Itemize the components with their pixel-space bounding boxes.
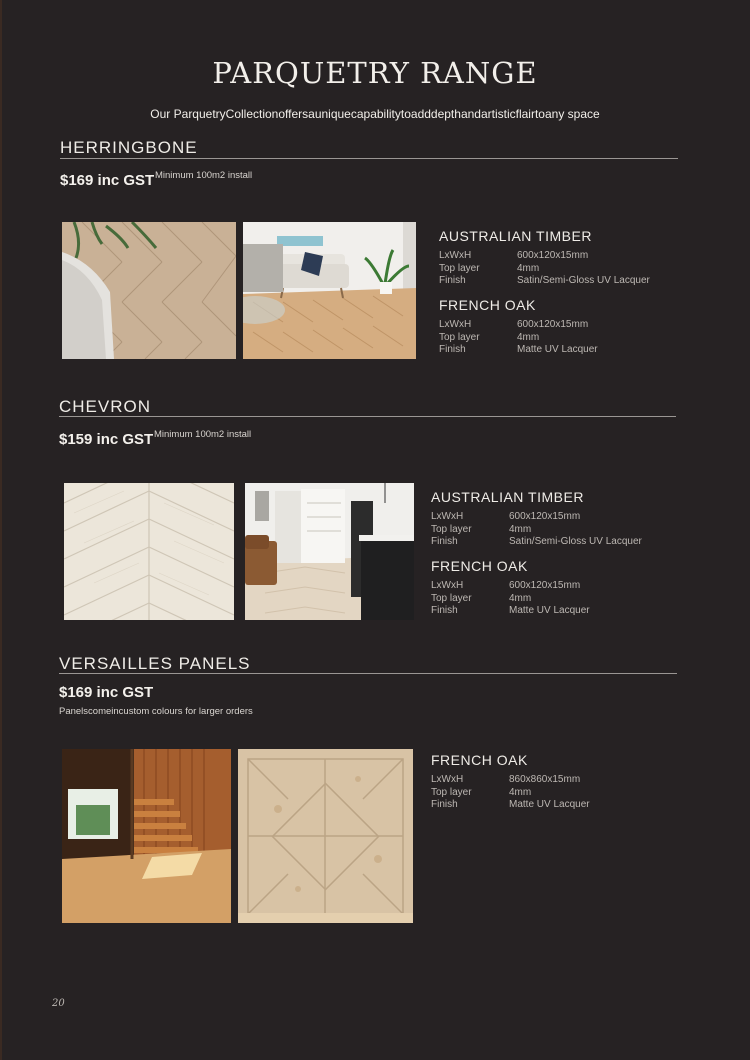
herringbone-closeup-photo (62, 222, 236, 359)
chevron-closeup-photo (64, 483, 234, 620)
versailles-staircase-photo (62, 749, 231, 923)
spec-row-top-layer (431, 524, 691, 537)
versailles-panel-photo (238, 749, 413, 923)
spec-label: Finish (439, 344, 466, 355)
spec-row-finish (431, 605, 691, 618)
spec-value: 600x120x15mm (509, 580, 581, 591)
herringbone-spec-australian-timber (439, 228, 699, 288)
spec-value: 4mm (517, 262, 540, 274)
spec-row-size (431, 774, 691, 787)
spec-row-size (439, 319, 699, 332)
spec-row-finish (431, 536, 691, 549)
spec-value: 600x120x15mm (509, 511, 581, 522)
spec-label: Top layer (439, 331, 480, 343)
spec-value: 4mm (509, 523, 532, 535)
spec-row-top-layer (439, 263, 699, 276)
spec-row-top-layer (431, 787, 691, 800)
chevron-kitchen-photo (245, 483, 414, 620)
spec-row-size (431, 511, 691, 524)
spec-label: Top layer (439, 262, 480, 274)
spec-value: 860x860x15mm (509, 774, 581, 785)
spec-value: Matte UV Lacquer (509, 605, 590, 616)
spec-label: LxWxH (439, 319, 472, 330)
section-title-versailles: VERSAILLES PANELS (59, 654, 251, 673)
spec-title: FRENCH OAK (431, 558, 528, 574)
spec-label: Finish (439, 275, 466, 286)
section-title-herringbone: HERRINGBONE (60, 138, 198, 157)
section-rule (60, 158, 678, 159)
spec-label: Top layer (431, 523, 472, 535)
versailles-spec-french-oak (431, 752, 691, 812)
spec-row-finish (439, 344, 699, 357)
spec-label: Finish (431, 799, 458, 810)
price-note-versailles: Panelscomeincustom colours for larger orders (59, 706, 253, 717)
spec-title: AUSTRALIAN TIMBER (431, 489, 584, 505)
spec-label: LxWxH (439, 250, 472, 261)
spec-row-size (439, 250, 699, 263)
spec-label: Top layer (431, 786, 472, 798)
spec-title: FRENCH OAK (431, 752, 528, 768)
spec-row-finish (431, 799, 691, 812)
spec-title: AUSTRALIAN TIMBER (439, 228, 592, 244)
spec-value: 4mm (509, 786, 532, 798)
spec-value: 600x120x15mm (517, 319, 589, 330)
spec-value: Matte UV Lacquer (509, 799, 590, 810)
section-title-chevron: CHEVRON (59, 397, 152, 416)
price-chevron: $159 inc GST (59, 431, 154, 448)
chevron-spec-australian-timber (431, 489, 691, 549)
spec-row-top-layer (431, 593, 691, 606)
spec-row-top-layer (439, 332, 699, 345)
spec-label: LxWxH (431, 511, 464, 522)
section-rule (59, 416, 676, 417)
spec-value: 4mm (509, 592, 532, 604)
spec-value: Satin/Semi-Gloss UV Lacquer (517, 275, 650, 286)
price-note-chevron: Minimum 100m2 install (154, 429, 252, 440)
spec-row-finish (439, 275, 699, 288)
chevron-spec-french-oak (431, 558, 691, 618)
page-number: 20 (52, 998, 65, 1009)
spec-label: LxWxH (431, 580, 464, 591)
spec-value: Satin/Semi-Gloss UV Lacquer (509, 536, 642, 547)
section-rule (59, 673, 677, 674)
spec-row-size (431, 580, 691, 593)
spec-title: FRENCH OAK (439, 297, 536, 313)
spec-value: Matte UV Lacquer (517, 344, 598, 355)
spec-label: LxWxH (431, 774, 464, 785)
price-versailles: $169 inc GST (59, 684, 154, 701)
spec-label: Finish (431, 605, 458, 616)
price-herringbone: $169 inc GST (60, 172, 155, 189)
herringbone-spec-french-oak (439, 297, 699, 357)
page-subtitle: Our ParquetryCollectionoffersauniquecapabilitytoadddepthandartisticflairtoany space (150, 107, 600, 121)
page-edge (0, 0, 2, 1060)
herringbone-room-photo (243, 222, 416, 359)
spec-value: 4mm (517, 331, 540, 343)
spec-label: Finish (431, 536, 458, 547)
spec-value: 600x120x15mm (517, 250, 589, 261)
spec-label: Top layer (431, 592, 472, 604)
price-note-herringbone: Minimum 100m2 install (155, 170, 253, 181)
page-title: PARQUETRY RANGE (212, 56, 538, 90)
